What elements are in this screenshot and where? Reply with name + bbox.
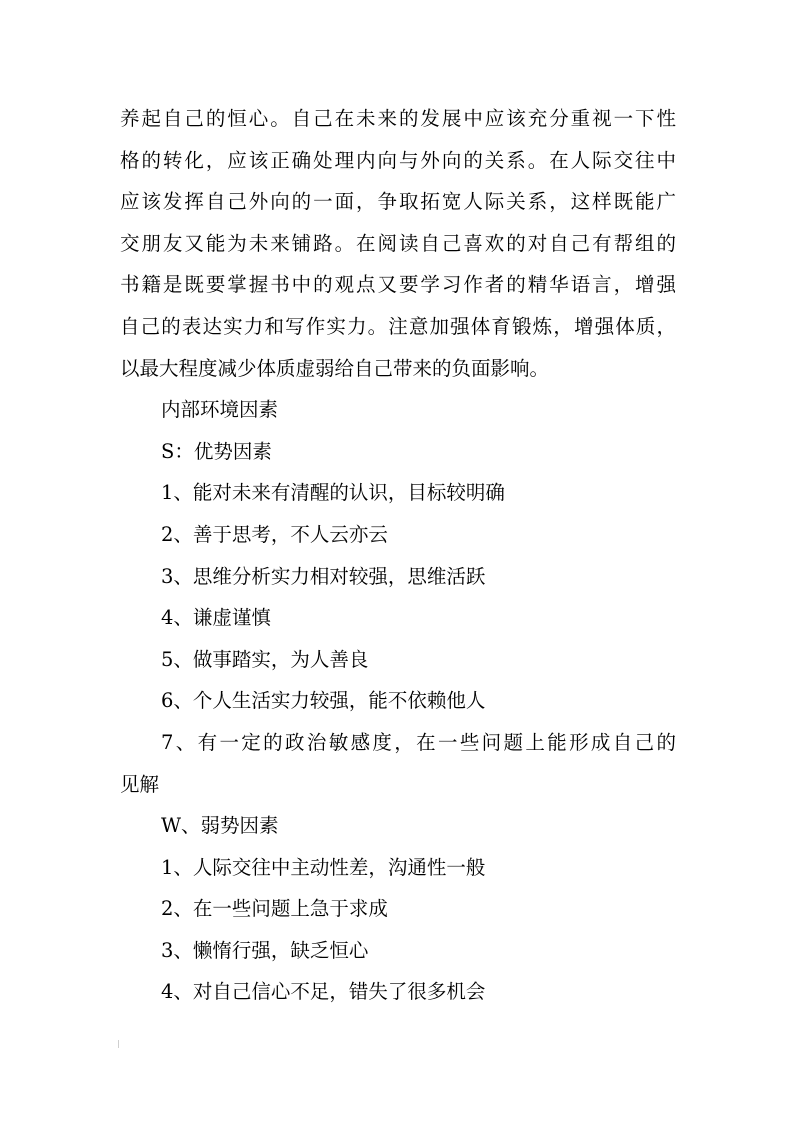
paragraph-line: 自己的表达实力和写作实力。注意加强体育锻炼，增强体质， [120,314,676,338]
strengths-heading: S：优势因素 [161,439,272,463]
list-item: 2、在一些问题上急于求成 [161,897,388,921]
intro-paragraph [120,98,676,389]
list-item: 6、个人生活实力较强，能不依赖他人 [161,689,486,713]
list-item: 1、人际交往中主动性差，沟通性一般 [161,855,486,879]
document-body [120,98,676,1013]
section-heading: 内部环境因素 [161,398,279,422]
weaknesses-section [120,805,676,1013]
paragraph-line: 交朋友又能为未来铺路。在阅读自己喜欢的对自己有帮组的 [120,231,676,255]
list-item: 2、善于思考，不人云亦云 [161,522,388,546]
list-item: 1、能对未来有清醒的认识，目标较明确 [161,481,505,505]
paragraph-line: 应该发挥自己外向的一面，争取拓宽人际关系，这样既能广 [120,190,676,214]
list-item: 4、对自己信心不足，错失了很多机会 [161,980,486,1004]
list-item-wrapped-start: 7、有一定的政治敏感度，在一些问题上能形成自己的 [161,730,676,754]
list-item: 4、谦虚谨慎 [161,606,271,630]
paragraph-line: 格的转化，应该正确处理内向与外向的关系。在人际交往中 [120,148,676,172]
list-item: 5、做事踏实，为人善良 [161,647,369,671]
weaknesses-heading: W、弱势因素 [161,814,279,838]
page-corner-mark [118,1040,121,1048]
paragraph-line: 养起自己的恒心。自己在未来的发展中应该充分重视一下性 [120,107,676,130]
list-item: 3、思维分析实力相对较强，思维活跃 [161,564,486,588]
paragraph-line: 书籍是既要掌握书中的观点又要学习作者的精华语言，增强 [120,273,676,297]
list-item-wrapped-end: 见解 [120,772,160,796]
list-item: 3、懒惰行强，缺乏恒心 [161,938,369,962]
paragraph-line: 以最大程度减少体质虚弱给自己带来的负面影响。 [120,356,550,380]
strengths-section [120,431,676,805]
